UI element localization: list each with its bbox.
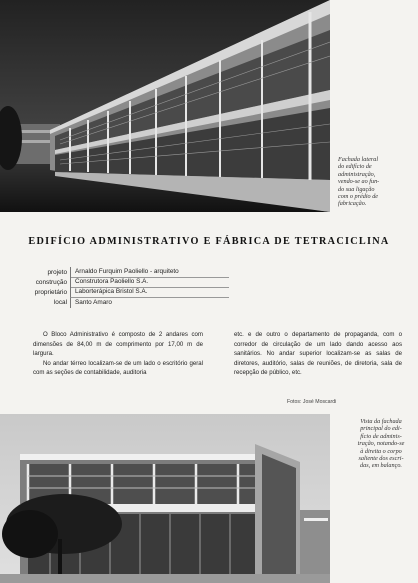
credit-label: local (53, 299, 67, 307)
body-paragraph: O Bloco Administrativo é composto de 2 andares com dimensões de 84,00 m de comprimento por 17,00 m de largura. (33, 331, 203, 358)
photo-side-facade (0, 0, 330, 212)
credit-value: Laborterápica Bristol S.A. (70, 287, 229, 298)
credit-row-owner (29, 287, 229, 297)
photo-main-facade (0, 414, 330, 583)
credit-row-location (29, 298, 229, 308)
caption-top-photo: Fachada lateral do edifício de administração, vendo-se ao fun- do sua ligação com o prédio de fabricação. (338, 156, 380, 208)
page-title: EDIFÍCIO ADMINISTRATIVO E FÁBRICA DE TETRACICLINA (28, 236, 390, 247)
credit-value: Arnaldo Furquim Paoliello - arquiteto (70, 267, 229, 278)
credit-value: Santo Amaro (70, 298, 229, 308)
credit-label: construção (35, 278, 67, 286)
credits-table (29, 267, 229, 308)
credit-label: proprietário (34, 288, 67, 296)
photo-credit: Fotos: José Moscardi (287, 399, 337, 405)
credit-value: Construtora Paoliello S.A. (70, 277, 229, 288)
body-paragraph: No andar térreo localizam-se de um lado o escritório geral com as seções de contabilidade, auditoria (33, 359, 203, 377)
credit-row-construction (29, 277, 229, 287)
body-paragraph: etc. e de outro o departamento de propaganda, com o corredor de circulação de um lado dando acesso aos sanitários. No andar superior localizam-se as salas de diretores, auditório, salas de reuniões, de diretoria, sala de recepção de público, etc. (234, 331, 402, 377)
credit-row-project (29, 267, 229, 277)
caption-bottom-photo: Vista da fachada principal do edi- fício de adminis- tração, notando-se à direita o corpo saliente dos escri- das, em balanço. (357, 418, 405, 470)
body-column-left (33, 330, 203, 378)
credit-label: projeto (47, 268, 67, 276)
body-column-right (234, 330, 402, 378)
